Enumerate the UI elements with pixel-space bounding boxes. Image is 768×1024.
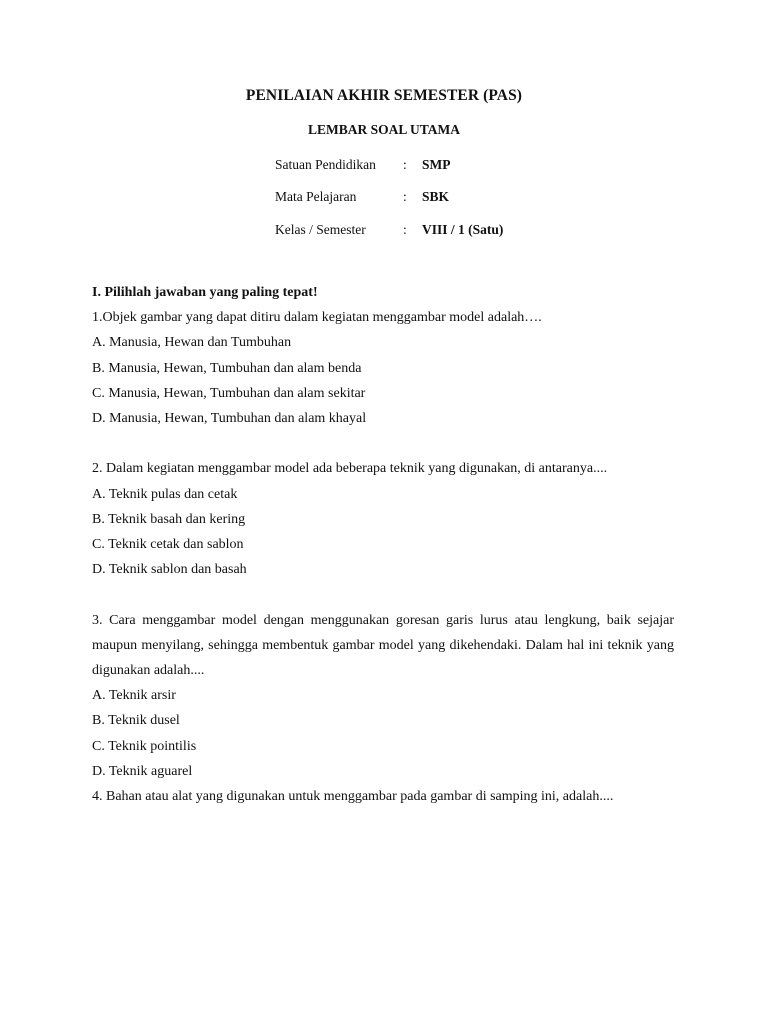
answer-option: C. Manusia, Hewan, Tumbuhan dan alam sekitar xyxy=(92,385,366,401)
meta-value: SMP xyxy=(422,157,451,172)
answer-option: A. Manusia, Hewan dan Tumbuhan xyxy=(92,335,292,351)
answer-option: C. Teknik pointilis xyxy=(92,738,197,754)
page-subtitle: LEMBAR SOAL UTAMA xyxy=(307,122,460,137)
section-instruction: I. Pilihlah jawaban yang paling tepat! xyxy=(92,285,318,300)
question-text: 3. Cara menggambar model dengan menggunakan goresan garis lurus atau lengkung, baik sejajar maupun menyilang, sehingga membentuk gambar model yang dikehendaki. Dalam hal ini teknik yang digunakan adalah.... xyxy=(92,612,674,679)
answer-option: B. Teknik dusel xyxy=(92,713,180,729)
answer-option: C. Teknik cetak dan sablon xyxy=(92,537,244,553)
meta-separator: : xyxy=(403,189,407,204)
meta-value: SBK xyxy=(422,189,450,204)
question-2 xyxy=(92,456,674,582)
answer-option: D. Manusia, Hewan, Tumbuhan dan alam khayal xyxy=(92,411,367,427)
question-text: 1.Objek gambar yang dapat ditiru dalam kegiatan menggambar model adalah…. xyxy=(92,310,542,326)
answer-option: B. Teknik basah dan kering xyxy=(92,511,246,527)
spacer xyxy=(92,431,674,456)
page-title: PENILAIAN AKHIR SEMESTER (PAS) xyxy=(245,87,523,104)
question-1 xyxy=(92,305,674,431)
answer-option: A. Teknik pulas dan cetak xyxy=(92,486,238,502)
question-3 xyxy=(92,608,674,784)
question-section xyxy=(92,280,674,809)
answer-option: B. Manusia, Hewan, Tumbuhan dan alam benda xyxy=(92,360,362,376)
meta-separator: : xyxy=(403,157,407,172)
answer-option: D. Teknik sablon dan basah xyxy=(92,562,247,578)
question-text: 2. Dalam kegiatan menggambar model ada beberapa teknik yang digunakan, di antaranya.... xyxy=(92,461,608,477)
meta-label: Kelas / Semester xyxy=(275,222,366,237)
spacer xyxy=(92,582,674,607)
answer-option: A. Teknik arsir xyxy=(92,688,176,704)
meta-label: Satuan Pendidikan xyxy=(275,157,376,172)
meta-label: Mata Pelajaran xyxy=(275,189,357,204)
question-4 xyxy=(92,784,674,809)
question-text: 4. Bahan atau alat yang digunakan untuk menggambar pada gambar di samping ini, adalah.... xyxy=(92,789,614,805)
meta-value: VIII / 1 (Satu) xyxy=(422,222,504,237)
meta-separator: : xyxy=(403,222,407,237)
answer-option: D. Teknik aguarel xyxy=(92,763,193,779)
